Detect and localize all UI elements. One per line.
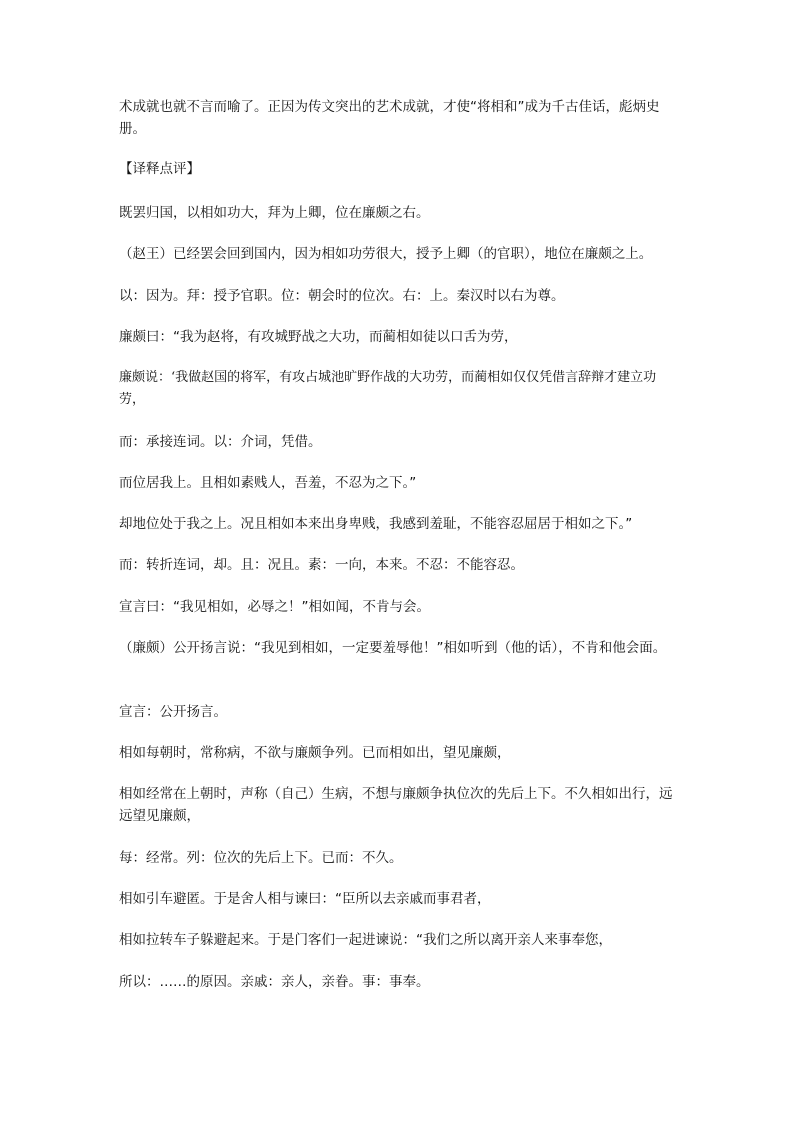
paragraph-translation: 相如经常在上朝时，声称（自己）生病，不想与廉颇争执位次的先后上下。不久相如出行，远远望见廉颇， [119, 786, 673, 824]
paragraph-translation: 相如拉转车子躲避起来。于是门客们一起进谏说：“我们之所以离开亲人来事奉您， [119, 932, 612, 948]
paragraph-original: 相如每朝时，常称病，不欲与廉颇争列。已而相如出，望见廉颇， [119, 745, 511, 761]
paragraph-translation: 却地位处于我之上。况且相如本来出身卑贱，我感到羞耻，不能容忍屈居于相如之下。” [119, 516, 633, 532]
paragraph-original: 相如引车避匿。于是舍人相与谏曰：“臣所以去亲戚而事君者， [119, 891, 491, 907]
paragraph-annotation: 而：转折连词，却。且：况且。素：一向，本来。不忍：不能容忍。 [119, 557, 524, 573]
paragraph-translation: 廉颇说：‘我做赵国的将军，有攻占城池旷野作战的大功劳，而蔺相如仅仅凭借言辞辩才建立功劳， [119, 370, 657, 407]
paragraph-translation: （赵王）已经罢会回到国内，因为相如功劳很大，授予上卿（的官职），地位在廉颇之上。 [119, 246, 653, 262]
paragraph-annotation: 每：经常。列：位次的先后上下。已而：不久。 [119, 850, 403, 866]
paragraph-original: 宣言曰：“我见相如，必辱之！”相如闻，不肯与会。 [119, 599, 430, 615]
paragraph-original: 既罢归国，以相如功大，拜为上卿，位在廉颇之右。 [119, 205, 430, 221]
paragraph-annotation: 宣言：公开扬言。 [119, 704, 227, 720]
paragraph-annotation: 而：承接连词。以：介词，凭借。 [119, 434, 322, 450]
paragraph-translation: （廉颇）公开扬言说：“我见到相如，一定要羞辱他！”相如听到（他的话），不肯和他会面。 [119, 640, 667, 656]
paragraph-intro-conclusion: 术成就也就不言而喻了。正因为传文突出的艺术成就，才使“将相和”成为千古佳话，彪炳史册。 [119, 99, 660, 137]
paragraph-annotation: 以：因为。拜：授予官职。位：朝会时的位次。右：上。秦汉时以右为尊。 [119, 288, 565, 304]
paragraph-annotation: 所以：……的原因。亲戚：亲人，亲眷。事：事奉。 [119, 974, 430, 990]
paragraph-original: 廉颇曰：“我为赵将，有攻城野战之大功，而蔺相如徒以口舌为劳， [119, 329, 518, 345]
section-heading: 【译释点评】 [119, 161, 200, 177]
paragraph-original: 而位居我上。且相如素贱人，吾羞，不忍为之下。” [119, 475, 417, 491]
